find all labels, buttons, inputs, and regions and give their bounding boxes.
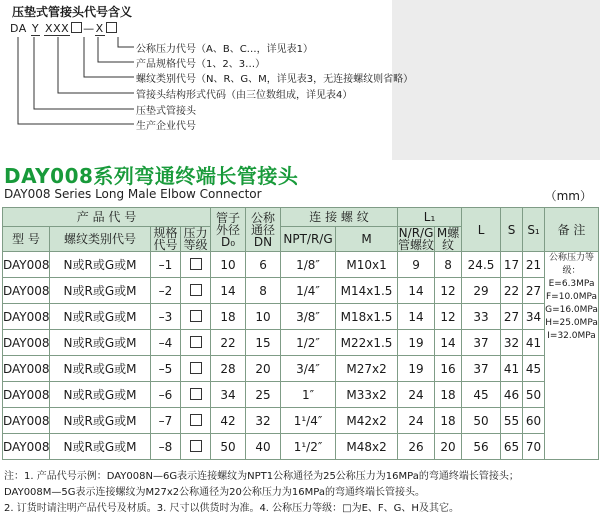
table-row bbox=[3, 356, 599, 382]
cell-l: 33 bbox=[462, 304, 501, 330]
notes bbox=[4, 469, 598, 517]
pressure-box bbox=[190, 336, 202, 348]
cell-nominal-dia: 32 bbox=[246, 408, 281, 434]
product-title-cn: DAY008系列弯通终端长管接头 bbox=[4, 164, 299, 188]
pressure-box bbox=[190, 388, 202, 400]
cell-pipe-od: 22 bbox=[211, 330, 246, 356]
cell-thread-type: N或R或G或M bbox=[50, 408, 151, 434]
cell-npt: 1/2″ bbox=[281, 330, 336, 356]
remark-line: F=10.0MPa bbox=[546, 292, 598, 302]
cell-thread-type: N或R或G或M bbox=[50, 434, 151, 460]
table-row bbox=[3, 434, 599, 460]
spec-table bbox=[2, 207, 599, 460]
cell-thread-type: N或R或G或M bbox=[50, 356, 151, 382]
cell-m: M14x1.5 bbox=[336, 278, 398, 304]
pressure-box bbox=[190, 258, 202, 270]
cell-s: 55 bbox=[501, 408, 523, 434]
pressure-box bbox=[190, 310, 202, 322]
cell-spec-code: –8 bbox=[151, 434, 181, 460]
cell-l: 45 bbox=[462, 382, 501, 408]
cell-nominal-dia: 15 bbox=[246, 330, 281, 356]
cell-pipe-od: 28 bbox=[211, 356, 246, 382]
cell-thread-type: N或R或G或M bbox=[50, 330, 151, 356]
code-part-da: DA bbox=[10, 22, 27, 35]
unit-label: （mm） bbox=[544, 189, 592, 203]
cell-nominal-dia: 20 bbox=[246, 356, 281, 382]
header-product-code: 产 品 代 号 bbox=[3, 208, 211, 227]
cell-m: M48x2 bbox=[336, 434, 398, 460]
header-model: 型 号 bbox=[3, 227, 50, 252]
cell-s1: 70 bbox=[523, 434, 545, 460]
cell-l: 37 bbox=[462, 330, 501, 356]
cell-spec-code: –1 bbox=[151, 252, 181, 278]
cell-spec-code: –6 bbox=[151, 382, 181, 408]
cell-npt: 1/4″ bbox=[281, 278, 336, 304]
remark-line: E=6.3MPa bbox=[548, 279, 595, 289]
cell-l: 29 bbox=[462, 278, 501, 304]
table-row bbox=[3, 278, 599, 304]
note-line-1: 注：1. 产品代号示例：DAY008N—6G表示连接螺纹为NPT1公称通径为25公称压力为16MPa的弯通终端长管接头； bbox=[4, 471, 519, 482]
header-pressure-grade: 压力等级 bbox=[181, 227, 211, 252]
cell-l1-m: 18 bbox=[435, 408, 462, 434]
cell-pressure-grade bbox=[181, 382, 211, 408]
cell-pressure-grade bbox=[181, 304, 211, 330]
cell-model: DAY008 bbox=[3, 330, 50, 356]
cell-l1-npt: 14 bbox=[398, 304, 435, 330]
cell-l1-m: 12 bbox=[435, 304, 462, 330]
cell-pressure-grade bbox=[181, 278, 211, 304]
cell-pressure-grade bbox=[181, 434, 211, 460]
remark-line: I=32.0MPa bbox=[547, 331, 596, 341]
header-spec-code: 规格代号 bbox=[151, 227, 181, 252]
cell-npt: 3/4″ bbox=[281, 356, 336, 382]
code-explain-structure: 管接头结构形式代码（由三位数组成，详见表4） bbox=[136, 90, 353, 101]
cell-model: DAY008 bbox=[3, 434, 50, 460]
cell-pressure-grade bbox=[181, 356, 211, 382]
cell-model: DAY008 bbox=[3, 408, 50, 434]
cell-pipe-od: 18 bbox=[211, 304, 246, 330]
cell-s: 27 bbox=[501, 304, 523, 330]
code-explain-type: 压垫式管接头 bbox=[136, 106, 196, 117]
cell-l1-npt: 19 bbox=[398, 356, 435, 382]
code-bracket-lines bbox=[0, 0, 140, 140]
header-l1-m: M螺纹 bbox=[435, 227, 462, 252]
code-part-x: X bbox=[95, 22, 104, 35]
cell-l1-npt: 24 bbox=[398, 408, 435, 434]
cell-spec-code: –3 bbox=[151, 304, 181, 330]
cell-l: 56 bbox=[462, 434, 501, 460]
cell-s: 41 bbox=[501, 356, 523, 382]
cell-thread-type: N或R或G或M bbox=[50, 304, 151, 330]
cell-s1: 27 bbox=[523, 278, 545, 304]
cell-nominal-dia: 6 bbox=[246, 252, 281, 278]
code-explain-maker: 生产企业代号 bbox=[136, 121, 196, 132]
code-section-title: 压垫式管接头代号含义 bbox=[12, 5, 133, 19]
cell-thread-type: N或R或G或M bbox=[50, 252, 151, 278]
cell-pipe-od: 10 bbox=[211, 252, 246, 278]
note-line-2: DAY008M—5G表示连接螺纹为M27x2公称通径为20公称压力为16MPa的弯通终端长管接头。 bbox=[4, 487, 425, 498]
cell-l1-npt: 14 bbox=[398, 278, 435, 304]
cell-s1: 41 bbox=[523, 330, 545, 356]
cell-pressure-grade bbox=[181, 252, 211, 278]
cell-l1-m: 18 bbox=[435, 382, 462, 408]
cell-s1: 34 bbox=[523, 304, 545, 330]
cell-m: M33x2 bbox=[336, 382, 398, 408]
cell-l1-npt: 24 bbox=[398, 382, 435, 408]
pressure-box bbox=[190, 414, 202, 426]
cell-s1: 50 bbox=[523, 382, 545, 408]
cell-s1: 45 bbox=[523, 356, 545, 382]
background-panel bbox=[392, 0, 600, 160]
cell-l: 50 bbox=[462, 408, 501, 434]
cell-s: 65 bbox=[501, 434, 523, 460]
code-explain-pressure: 公称压力代号（A、B、C…，详见表1） bbox=[136, 44, 314, 55]
remark-line: G=16.0MPa bbox=[545, 305, 598, 315]
cell-spec-code: –4 bbox=[151, 330, 181, 356]
product-title-en: DAY008 Series Long Male Elbow Connector bbox=[4, 187, 262, 201]
cell-pipe-od: 42 bbox=[211, 408, 246, 434]
cell-model: DAY008 bbox=[3, 382, 50, 408]
header-thread-type: 螺纹类别代号 bbox=[50, 227, 151, 252]
cell-thread-type: N或R或G或M bbox=[50, 278, 151, 304]
cell-nominal-dia: 10 bbox=[246, 304, 281, 330]
cell-s1: 60 bbox=[523, 408, 545, 434]
code-part-dash: — bbox=[83, 22, 95, 35]
header-s: S bbox=[501, 208, 523, 252]
cell-l1-m: 16 bbox=[435, 356, 462, 382]
cell-spec-code: –5 bbox=[151, 356, 181, 382]
header-l1: L₁ bbox=[398, 208, 462, 227]
cell-l: 24.5 bbox=[462, 252, 501, 278]
table-row bbox=[3, 382, 599, 408]
cell-m: M18x1.5 bbox=[336, 304, 398, 330]
header-s1: S₁ bbox=[523, 208, 545, 252]
cell-l1-npt: 26 bbox=[398, 434, 435, 460]
pressure-box bbox=[190, 440, 202, 452]
header-l: L bbox=[462, 208, 501, 252]
pressure-box bbox=[190, 284, 202, 296]
cell-l1-npt: 9 bbox=[398, 252, 435, 278]
note-line-3: 2. 订货时请注明产品代号及材质。3. 尺寸以供货时为准。4. 公称压力等级：□为E、F、G、H及其它。 bbox=[4, 503, 459, 514]
header-thread: 连 接 螺 纹 bbox=[281, 208, 398, 227]
cell-s: 32 bbox=[501, 330, 523, 356]
header-l1-npt: N/R/G管螺纹 bbox=[398, 226, 435, 252]
cell-s: 17 bbox=[501, 252, 523, 278]
cell-npt: 1/8″ bbox=[281, 252, 336, 278]
cell-m: M10x1 bbox=[336, 252, 398, 278]
cell-m: M22x1.5 bbox=[336, 330, 398, 356]
cell-l1-npt: 19 bbox=[398, 330, 435, 356]
header-remark: 备 注 bbox=[545, 208, 599, 252]
cell-m: M42x2 bbox=[336, 408, 398, 434]
cell-pipe-od: 50 bbox=[211, 434, 246, 460]
cell-thread-type: N或R或G或M bbox=[50, 382, 151, 408]
cell-s1: 21 bbox=[523, 252, 545, 278]
cell-nominal-dia: 25 bbox=[246, 382, 281, 408]
code-part-y: Y bbox=[31, 22, 40, 35]
remark-line: 公称压力等级： bbox=[549, 253, 595, 276]
header-pipe-od: 管子外径 D₀ bbox=[211, 208, 246, 252]
cell-l: 37 bbox=[462, 356, 501, 382]
cell-npt: 1″ bbox=[281, 382, 336, 408]
cell-model: DAY008 bbox=[3, 304, 50, 330]
cell-npt: 1¹/2″ bbox=[281, 434, 336, 460]
cell-pipe-od: 34 bbox=[211, 382, 246, 408]
cell-pressure-grade bbox=[181, 330, 211, 356]
cell-l1-m: 14 bbox=[435, 330, 462, 356]
cell-m: M27x2 bbox=[336, 356, 398, 382]
cell-l1-m: 20 bbox=[435, 434, 462, 460]
cell-spec-code: –2 bbox=[151, 278, 181, 304]
cell-npt: 1¹/4″ bbox=[281, 408, 336, 434]
code-explain-spec: 产品规格代号（1、2、3…） bbox=[136, 59, 266, 70]
cell-model: DAY008 bbox=[3, 356, 50, 382]
cell-remark bbox=[545, 252, 599, 460]
pressure-box bbox=[190, 362, 202, 374]
cell-l1-m: 8 bbox=[435, 252, 462, 278]
cell-s: 22 bbox=[501, 278, 523, 304]
header-nominal-dia: 公称通径 DN bbox=[246, 208, 281, 252]
cell-pressure-grade bbox=[181, 408, 211, 434]
header-m: M bbox=[336, 227, 398, 252]
cell-npt: 3/8″ bbox=[281, 304, 336, 330]
cell-spec-code: –7 bbox=[151, 408, 181, 434]
table-row bbox=[3, 330, 599, 356]
cell-nominal-dia: 8 bbox=[246, 278, 281, 304]
remark-line: H=25.0MPa bbox=[545, 318, 598, 328]
cell-pipe-od: 14 bbox=[211, 278, 246, 304]
cell-model: DAY008 bbox=[3, 278, 50, 304]
cell-model: DAY008 bbox=[3, 252, 50, 278]
cell-s: 46 bbox=[501, 382, 523, 408]
cell-l1-m: 12 bbox=[435, 278, 462, 304]
code-explain-thread: 螺纹类别代号（N、R、G、M，详见表3，无连接螺纹则省略） bbox=[136, 74, 414, 85]
table-row bbox=[3, 304, 599, 330]
header-npt: NPT/R/G bbox=[281, 227, 336, 252]
cell-nominal-dia: 40 bbox=[246, 434, 281, 460]
table-row bbox=[3, 252, 599, 278]
code-part-xxx: XXX bbox=[45, 22, 70, 35]
table-row bbox=[3, 408, 599, 434]
